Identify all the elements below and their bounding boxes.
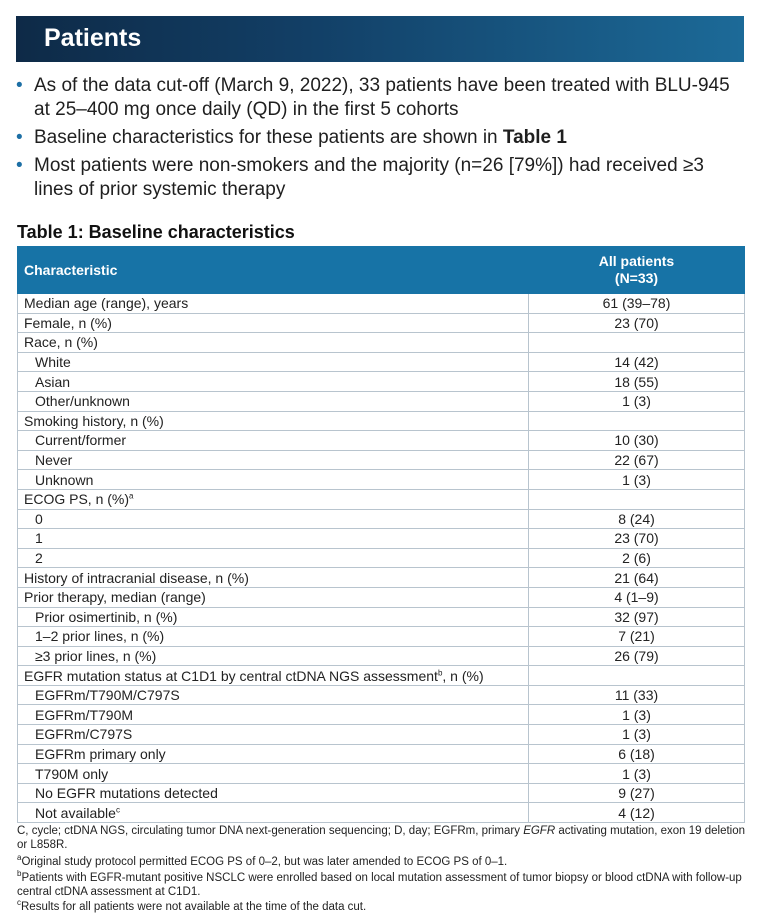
table-row <box>18 548 745 568</box>
row-label: No EGFR mutations detected <box>18 783 529 803</box>
table-row <box>18 783 745 803</box>
row-value: 23 (70) <box>529 529 745 549</box>
bullet-item: • As of the data cut-off (March 9, 2022), 33 patients have been treated with BLU-945 at 25–400 mg once daily (QD) in the first 5 cohorts <box>16 75 730 120</box>
row-label: Race, n (%) <box>18 333 529 353</box>
row-value: 1 (3) <box>529 705 745 725</box>
header-banner <box>16 16 744 62</box>
table-row <box>18 509 745 529</box>
row-label: Smoking history, n (%) <box>18 411 529 431</box>
table-row <box>18 568 745 588</box>
table-row <box>18 313 745 333</box>
table-row <box>18 333 745 353</box>
row-label: Other/unknown <box>18 391 529 411</box>
table-row <box>18 646 745 666</box>
baseline-characteristics-table <box>17 246 745 823</box>
row-value <box>529 666 745 686</box>
row-value: 14 (42) <box>529 352 745 372</box>
row-value: 18 (55) <box>529 372 745 392</box>
column-header-characteristic: Characteristic <box>18 247 529 294</box>
row-label: Asian <box>18 372 529 392</box>
row-value: 7 (21) <box>529 627 745 647</box>
row-label: EGFRm primary only <box>18 744 529 764</box>
row-label: ECOG PS, n (%)$^a$ <box>18 489 529 509</box>
row-value: 8 (24) <box>529 509 745 529</box>
footnote-abbreviations: C, cycle; ctDNA NGS, circulating tumor DNA next-generation sequencing; D, day; EGFRm, primary EGFR activating mutation, exon 19 deletion or L858R. <box>17 825 746 852</box>
row-value: 9 (27) <box>529 783 745 803</box>
row-label: White <box>18 352 529 372</box>
row-value <box>529 489 745 509</box>
row-label: Current/former <box>18 431 529 451</box>
row-label: History of intracranial disease, n (%) <box>18 568 529 588</box>
footnote-b: $^b$Patients with EGFR-mutant positive NSCLC were enrolled based on local mutation assessment of tumor biopsy or blood ctDNA with follow-up central ctDNA assessment at C1D1. <box>17 868 742 898</box>
table-row <box>18 587 745 607</box>
column-header-all-patients: All patients (N=33) <box>529 247 745 294</box>
row-label: 1–2 prior lines, n (%) <box>18 627 529 647</box>
row-value: 2 (6) <box>529 548 745 568</box>
footnote-a: $^a$Original study protocol permitted ECOG PS of 0–2, but was later amended to ECOG PS of 0–1. <box>17 853 508 869</box>
row-value: 6 (18) <box>529 744 745 764</box>
row-value: 26 (79) <box>529 646 745 666</box>
row-label: 0 <box>18 509 529 529</box>
table-row <box>18 803 745 823</box>
row-value: 22 (67) <box>529 450 745 470</box>
row-label: Not available$^c$ <box>18 803 529 823</box>
table-row <box>18 685 745 705</box>
table-row <box>18 744 745 764</box>
footnote-c: $^c$Results for all patients were not available at the time of the data cut. <box>17 898 367 914</box>
table-row <box>18 764 745 784</box>
row-label: 1 <box>18 529 529 549</box>
table-caption: Table 1: Baseline characteristics <box>17 222 295 242</box>
table-row <box>18 450 745 470</box>
footnotes <box>17 824 745 917</box>
row-value: 23 (70) <box>529 313 745 333</box>
row-label: T790M only <box>18 764 529 784</box>
row-label: EGFRm/C797S <box>18 725 529 745</box>
table-row <box>18 372 745 392</box>
table-row <box>18 489 745 509</box>
row-value: 10 (30) <box>529 431 745 451</box>
row-label: Unknown <box>18 470 529 490</box>
row-value: 11 (33) <box>529 685 745 705</box>
bullet-item: • Most patients were non-smokers and the majority (n=26 [79%]) had received ≥3 lines of prior systemic therapy <box>16 155 704 200</box>
row-value <box>529 411 745 431</box>
table-row <box>18 431 745 451</box>
table-row <box>18 705 745 725</box>
summary-bullets <box>16 74 744 206</box>
row-value: 1 (3) <box>529 391 745 411</box>
row-label: EGFRm/T790M/C797S <box>18 685 529 705</box>
row-value: 4 (1–9) <box>529 587 745 607</box>
row-value: 1 (3) <box>529 725 745 745</box>
row-label: Median age (range), years <box>18 294 529 314</box>
bullet-dot-icon: • <box>16 127 23 148</box>
page-title: Patients <box>44 24 142 52</box>
row-label: Never <box>18 450 529 470</box>
table-row <box>18 627 745 647</box>
row-label: EGFRm/T790M <box>18 705 529 725</box>
bullet-dot-icon: • <box>16 155 23 176</box>
bullet-item: • Baseline characteristics for these patients are shown in Table 1 <box>16 127 567 148</box>
table-row <box>18 725 745 745</box>
table-row <box>18 352 745 372</box>
table-row <box>18 666 745 686</box>
table-row <box>18 411 745 431</box>
row-label: ≥3 prior lines, n (%) <box>18 646 529 666</box>
row-value: 1 (3) <box>529 470 745 490</box>
row-value <box>529 333 745 353</box>
table-body <box>18 294 745 823</box>
table-row <box>18 607 745 627</box>
bullet-dot-icon: • <box>16 75 23 96</box>
table-row <box>18 470 745 490</box>
table-header-row <box>18 247 745 294</box>
row-label: Female, n (%) <box>18 313 529 333</box>
table-row <box>18 391 745 411</box>
row-label: Prior therapy, median (range) <box>18 587 529 607</box>
table-row <box>18 294 745 314</box>
row-value: 4 (12) <box>529 803 745 823</box>
row-label: EGFR mutation status at C1D1 by central ctDNA NGS assessment$^b$, n (%) <box>18 666 529 686</box>
row-label: 2 <box>18 548 529 568</box>
row-value: 21 (64) <box>529 568 745 588</box>
row-label: Prior osimertinib, n (%) <box>18 607 529 627</box>
row-value: 1 (3) <box>529 764 745 784</box>
row-value: 32 (97) <box>529 607 745 627</box>
table-row <box>18 529 745 549</box>
row-value: 61 (39–78) <box>529 294 745 314</box>
